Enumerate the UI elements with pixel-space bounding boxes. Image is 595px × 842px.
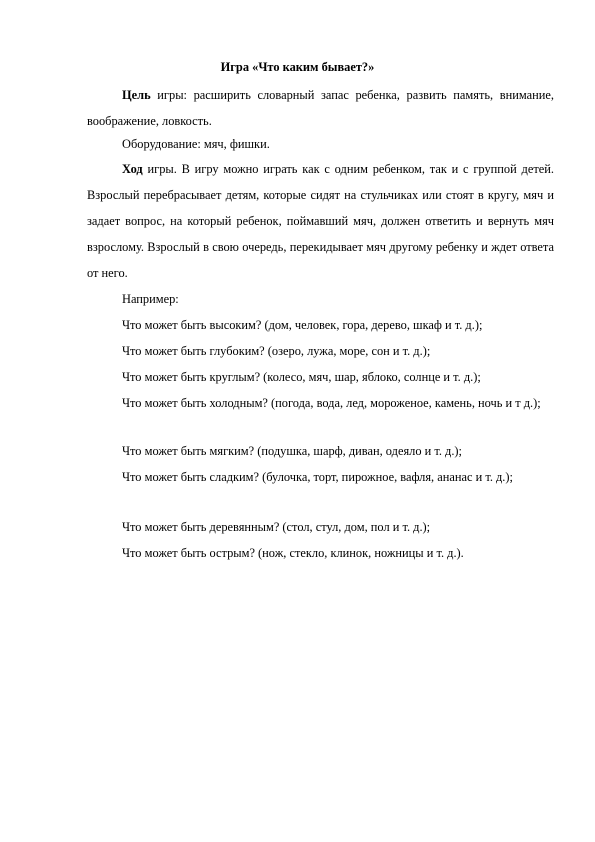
example-item-2: Что может быть глубоким? (озеро, лужа, море, сон и т. д.); <box>122 344 431 358</box>
procedure-label: Ход <box>122 162 143 176</box>
goal-label: Цель <box>122 88 151 102</box>
example-item-8: Что может быть острым? (нож, стекло, клинок, ножницы и т. д.). <box>122 546 464 560</box>
example-item-3: Что может быть круглым? (колесо, мяч, шар, яблоко, солнце и т. д.); <box>122 370 481 384</box>
example-item-1: Что может быть высоким? (дом, человек, гора, дерево, шкаф и т. д.); <box>122 318 483 332</box>
procedure-paragraph <box>87 156 554 286</box>
example-item-7: Что может быть деревянным? (стол, стул, дом, пол и т. д.); <box>122 520 431 534</box>
goal-text: игры: расширить словарный запас ребенка, развить память, внимание, воображение, ловкость. <box>87 88 554 128</box>
page-title: Игра «Что каким бывает?» <box>220 60 375 74</box>
goal-paragraph <box>87 82 554 134</box>
example-item-5: Что может быть мягким? (подушка, шарф, диван, одеяло и т. д.); <box>122 444 463 458</box>
example-intro: Например: <box>122 292 179 306</box>
procedure-text: игры. В игру можно играть как с одним ребенком, так и с группой детей. Взрослый перебрасывает детям, которые сидят на стульчиках или стоят в кругу, мяч и задает вопрос, на который ребенок, поймавший мяч, должен ответить и вернуть мяч взрослому. Взрослый в свою очередь, перекидывает мяч другому ребенку и ждет ответа от него. <box>87 162 554 280</box>
equipment-paragraph: Оборудование: мяч, фишки. <box>122 137 270 151</box>
example-item-6: Что может быть сладким? (булочка, торт, пирожное, вафля, ананас и т. д.); <box>122 470 513 484</box>
example-item-4: Что может быть холодным? (погода, вода, лед, мороженое, камень, ночь и т д.); <box>122 396 541 410</box>
